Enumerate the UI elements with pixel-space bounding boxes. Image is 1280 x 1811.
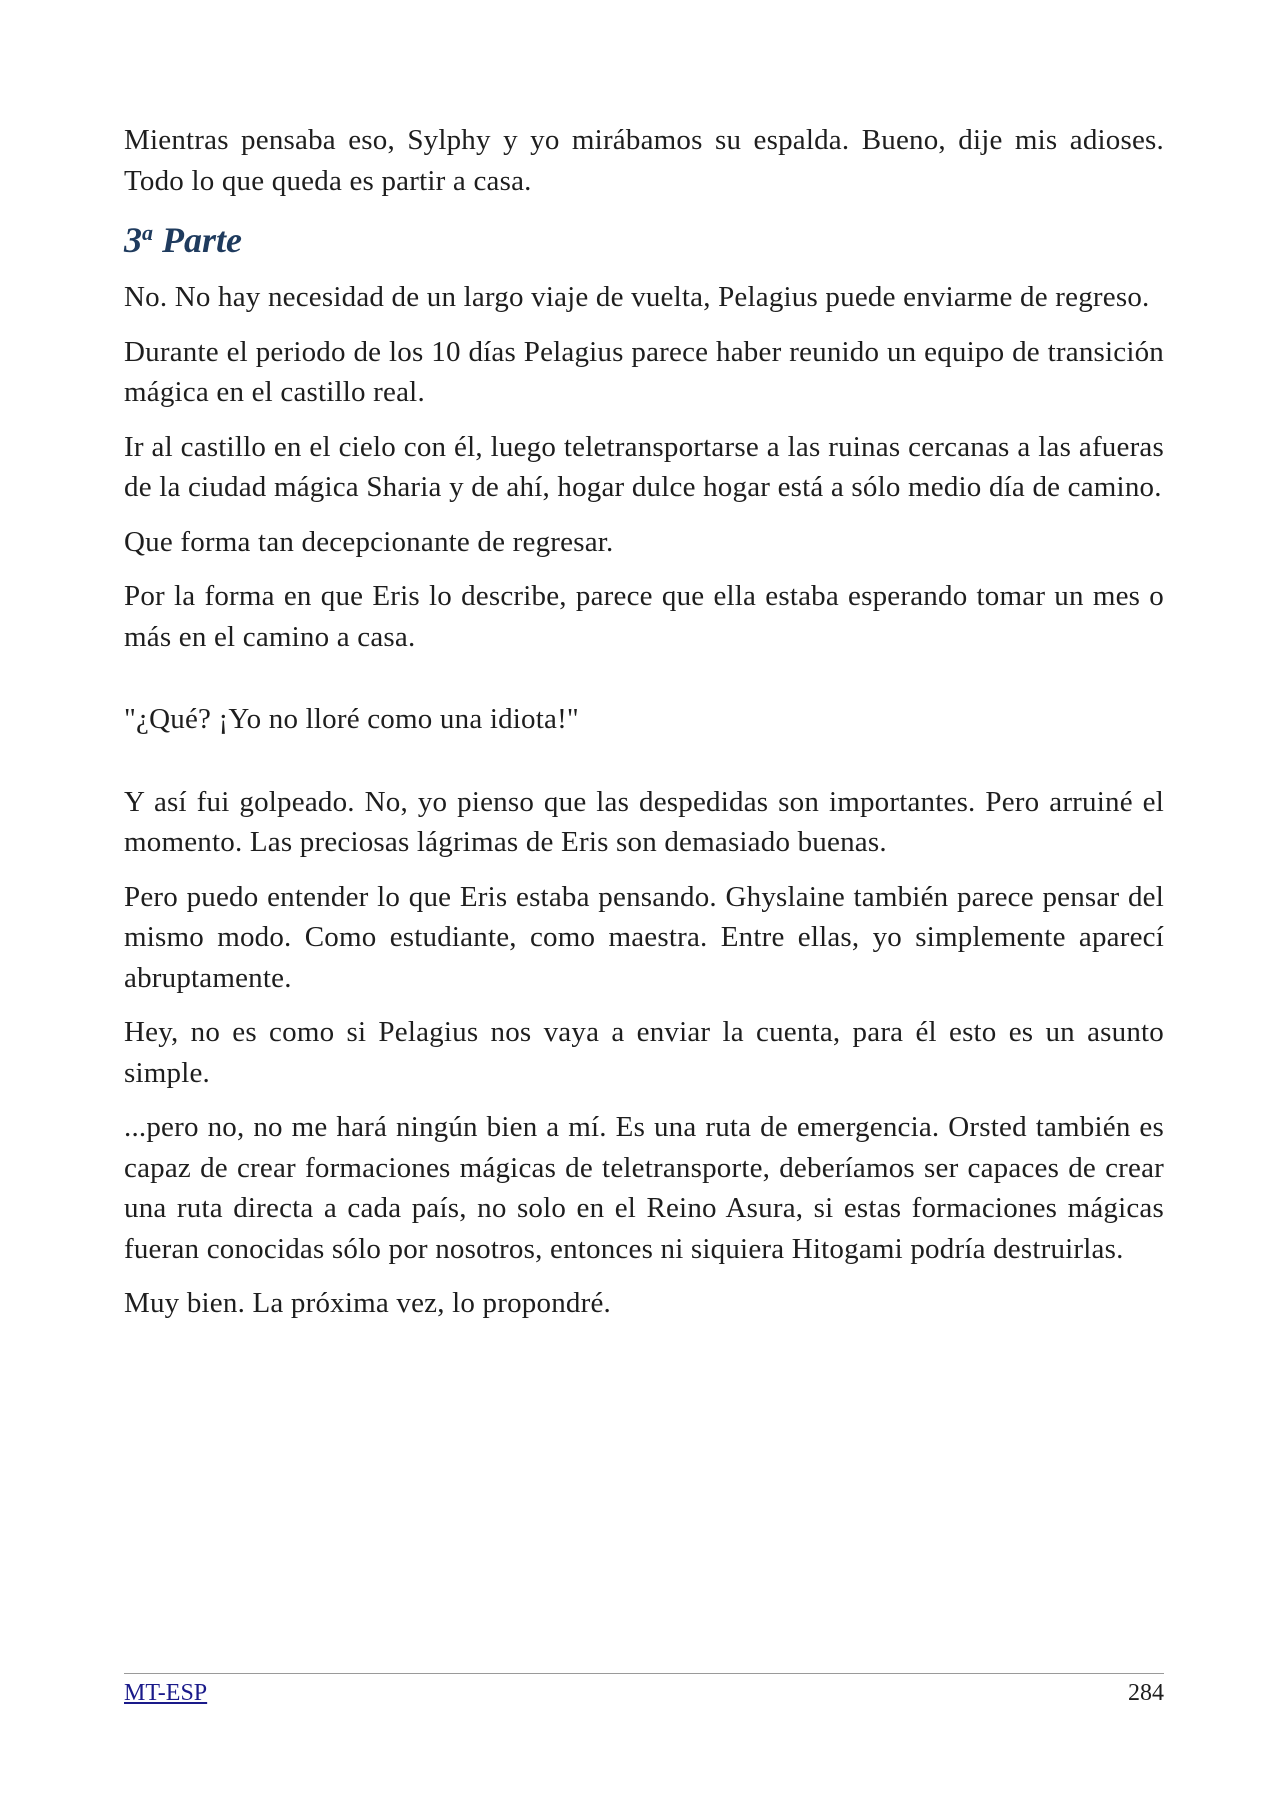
paragraph: Y así fui golpeado. No, yo pienso que las despedidas son importantes. Pero arruiné el momento. Las preciosas lágrimas de Eris son demasiado buenas. (124, 785, 1164, 858)
section-heading-number: 3 (124, 220, 142, 260)
paragraph: Durante el periodo de los 10 días Pelagius parece haber reunido un equipo de transición mágica en el castillo real. (124, 335, 1164, 408)
paragraph: Pero puedo entender lo que Eris estaba pensando. Ghyslaine también parece pensar del mismo modo. Como estudiante, como maestra. Entre ellas, yo simplemente aparecí abruptamente. (124, 880, 1164, 994)
paragraph: Muy bien. La próxima vez, lo propondré. (124, 1287, 611, 1319)
paragraph: ...pero no, no me hará ningún bien a mí. Es una ruta de emergencia. Orsted también es capaz de crear formaciones mágicas de teletransporte, deberíamos ser capaces de crear una ruta directa a cada país, no solo en el Reino Asura, si estas formaciones mágicas fueran conocidas sólo por nosotros, entonces ni siquiera Hitogami podría destruirlas. (124, 1111, 1164, 1265)
footer-link[interactable]: MT-ESP (124, 1680, 208, 1706)
page-content (124, 120, 1164, 1338)
paragraph: Hey, no es como si Pelagius nos vaya a enviar la cuenta, para él esto es un asunto simple. (124, 1016, 1164, 1089)
paragraph: Ir al castillo en el cielo con él, luego teletransportarse a las ruinas cercanas a las afueras de la ciudad mágica Sharia y de ahí, hogar dulce hogar está a sólo medio día de camino. (124, 430, 1164, 503)
paragraph: Mientras pensaba eso, Sylphy y yo mirábamos su espalda. Bueno, dije mis adioses. Todo lo que queda es partir a casa. (124, 124, 1164, 197)
footer-divider (124, 1673, 1164, 1674)
page-number: 284 (1128, 1680, 1164, 1706)
section-heading-superscript: a (142, 220, 153, 245)
section-heading-text: Parte (162, 220, 242, 260)
paragraph: Que forma tan decepcionante de regresar. (124, 525, 614, 558)
paragraph: No. No hay necesidad de un largo viaje de vuelta, Pelagius puede enviarme de regreso. (124, 281, 1150, 313)
paragraph: Por la forma en que Eris lo describe, parece que ella estaba esperando tomar un mes o más en el camino a casa. (124, 580, 1164, 653)
section-heading (124, 217, 1164, 263)
dialogue-paragraph: "¿Qué? ¡Yo no lloré como una idiota!" (124, 703, 579, 735)
